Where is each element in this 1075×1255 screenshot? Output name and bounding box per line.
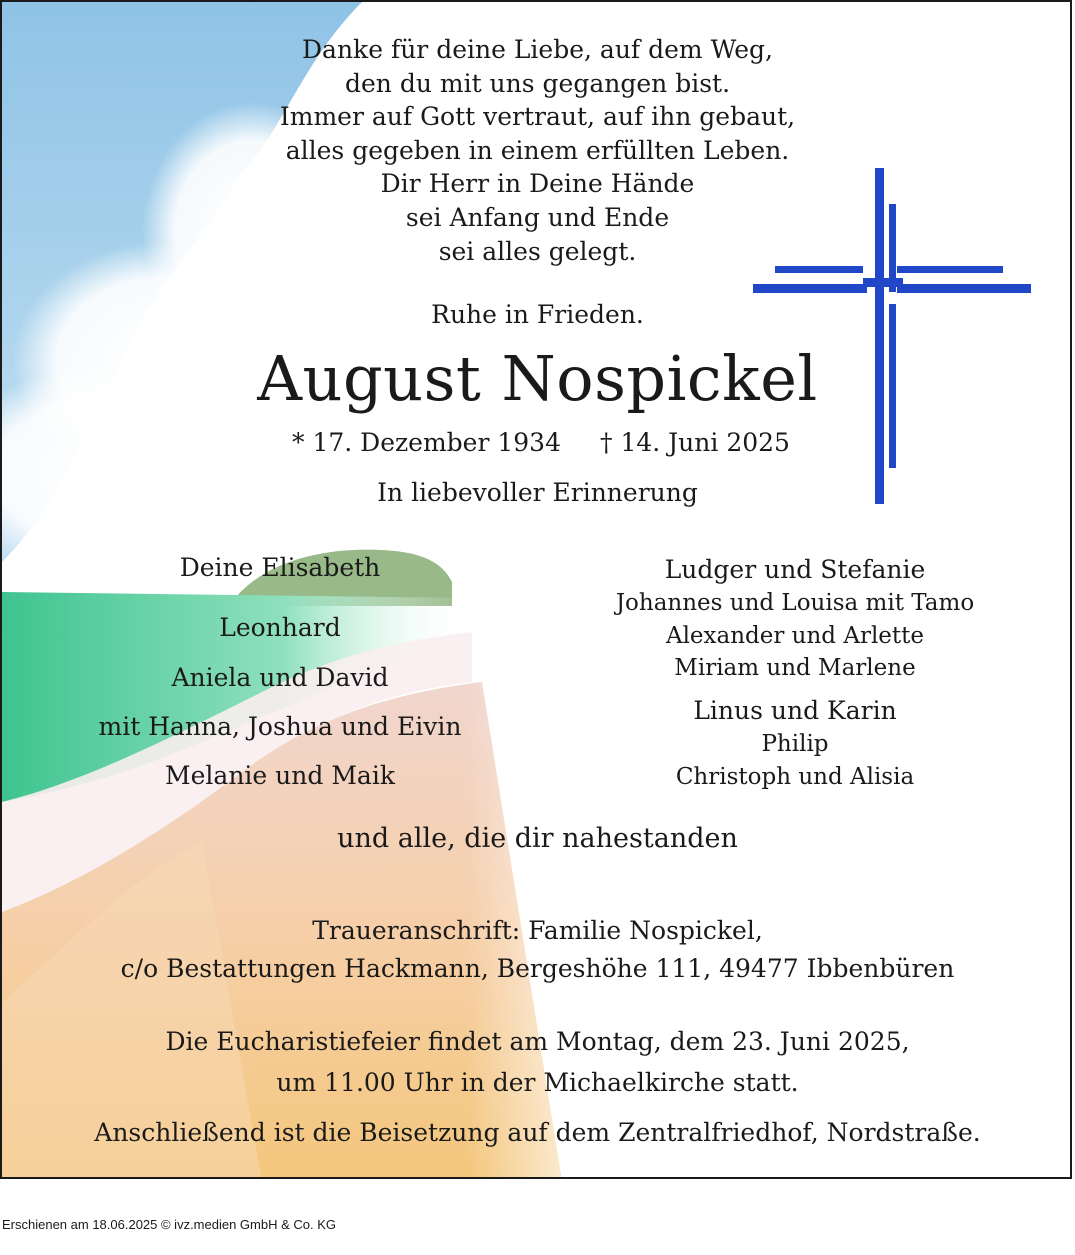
mass-info — [0, 1021, 1075, 1103]
mass-line: um 11.00 Uhr in der Michaelkirche statt. — [276, 1068, 799, 1097]
mourning-address — [0, 912, 1075, 988]
family-right-name: Ludger und Stefanie — [664, 555, 926, 584]
family-right-name: Alexander und Arlette — [665, 623, 925, 649]
address-line: Traueranschrift: Familie Nospickel, — [312, 916, 763, 945]
memory-line: In liebevoller Erinnerung — [377, 478, 698, 507]
birth-date: * 17. Dezember 1934 — [292, 428, 561, 457]
family-left-name: Deine Elisabeth — [179, 553, 381, 582]
family-right-name: Philip — [761, 731, 829, 757]
rest-in-peace: Ruhe in Frieden. — [431, 300, 644, 329]
poem — [0, 33, 1075, 268]
address-line: c/o Bestattungen Hackmann, Bergeshöhe 111, 49477 Ibbenbüren — [120, 954, 955, 983]
burial-info: Anschließend ist die Beisetzung auf dem Zentralfriedhof, Nordstraße. — [94, 1118, 981, 1147]
poem-line: alles gegeben in einem erfüllten Leben. — [285, 135, 790, 165]
family-right-name: Christoph und Alisia — [675, 764, 915, 790]
family-left-name: mit Hanna, Joshua und Eivin — [98, 712, 462, 741]
mass-line: Die Eucharistiefeier findet am Montag, dem 23. Juni 2025, — [165, 1027, 910, 1056]
poem-line: sei Anfang und Ende — [405, 202, 670, 232]
poem-line: den du mit uns gegangen bist. — [344, 68, 731, 98]
family-left-name: Aniela und David — [171, 663, 389, 692]
poem-line: Immer auf Gott vertraut, auf ihn gebaut, — [279, 102, 796, 132]
family-left-name: Melanie und Maik — [165, 761, 395, 790]
family-right-name: Linus und Karin — [693, 696, 897, 725]
family-left-name: Leonhard — [219, 613, 341, 642]
closing-line: und alle, die dir nahestanden — [337, 823, 738, 854]
poem-line: Danke für deine Liebe, auf dem Weg, — [302, 35, 773, 64]
death-date: † 14. Juni 2025 — [600, 428, 790, 457]
deceased-name: August Nospickel — [257, 342, 818, 415]
publication-footer: Erschienen am 18.06.2025 © ivz.medien GmbH & Co. KG — [2, 1217, 337, 1232]
family-right-name: Johannes und Louisa mit Tamo — [615, 590, 975, 616]
poem-line: Dir Herr in Deine Hände — [380, 169, 695, 199]
family-right-name: Miriam und Marlene — [674, 655, 916, 681]
poem-line: sei alles gelegt. — [438, 236, 637, 266]
